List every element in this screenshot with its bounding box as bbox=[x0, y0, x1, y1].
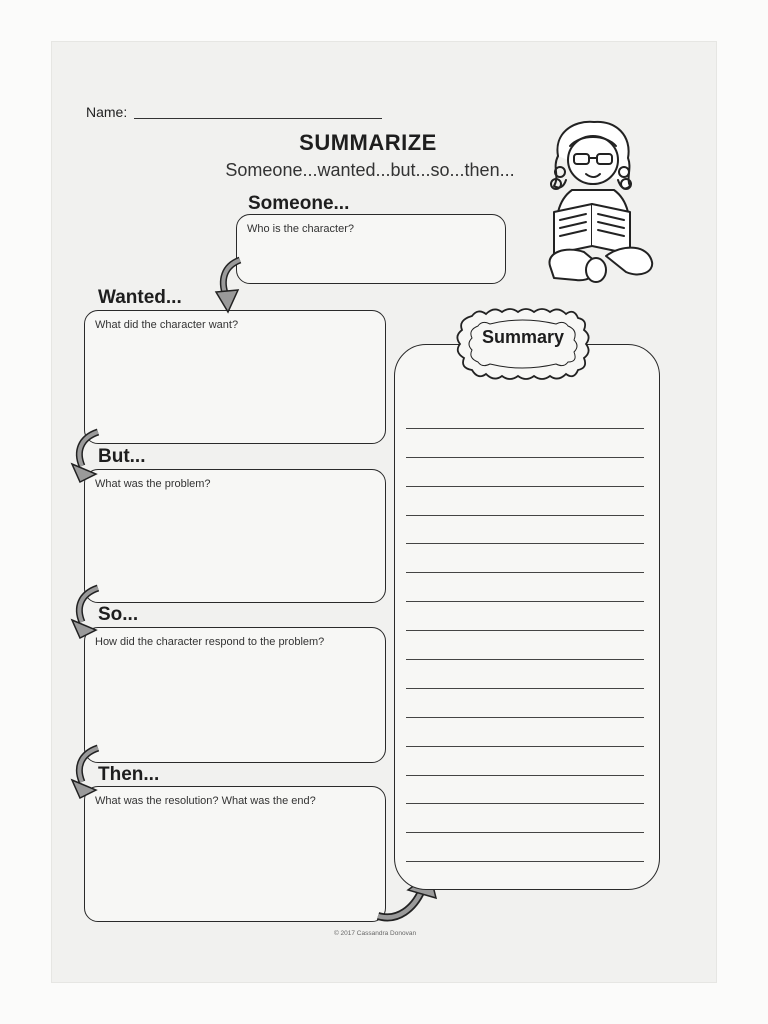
writing-line[interactable] bbox=[406, 689, 644, 718]
then-prompt: What was the resolution? What was the end? bbox=[95, 795, 316, 807]
but-answer-box[interactable] bbox=[84, 469, 386, 603]
writing-line[interactable] bbox=[406, 487, 644, 516]
name-field-line[interactable] bbox=[134, 118, 382, 119]
but-heading: But... bbox=[98, 446, 146, 467]
writing-line[interactable] bbox=[406, 400, 644, 429]
so-answer-box[interactable] bbox=[84, 627, 386, 763]
wanted-prompt: What did the character want? bbox=[95, 319, 239, 331]
writing-line[interactable] bbox=[406, 718, 644, 747]
writing-line[interactable] bbox=[406, 573, 644, 602]
wanted-answer-box[interactable] bbox=[84, 310, 386, 444]
summary-label: Summary bbox=[481, 327, 565, 347]
writing-line[interactable] bbox=[406, 660, 644, 689]
so-prompt: How did the character respond to the problem? bbox=[95, 636, 325, 648]
curved-arrow-icon bbox=[210, 256, 250, 316]
someone-heading: Someone... bbox=[248, 193, 350, 214]
curved-arrow-icon bbox=[70, 428, 104, 484]
writing-line[interactable] bbox=[406, 544, 644, 573]
page-title: SUMMARIZE bbox=[299, 130, 437, 155]
then-heading: Then... bbox=[98, 764, 160, 785]
then-answer-box[interactable] bbox=[84, 786, 386, 922]
page-subtitle: Someone...wanted...but...so...then... bbox=[225, 160, 515, 180]
writing-line[interactable] bbox=[406, 833, 644, 862]
reading-girl-illustration bbox=[536, 116, 660, 286]
name-label: Name: bbox=[86, 104, 128, 120]
someone-answer-box[interactable] bbox=[236, 214, 506, 284]
curved-arrow-icon bbox=[70, 584, 104, 640]
writing-line[interactable] bbox=[406, 602, 644, 631]
writing-line[interactable] bbox=[406, 776, 644, 805]
writing-line[interactable] bbox=[406, 747, 644, 776]
copyright-text: © 2017 Cassandra Donovan bbox=[333, 930, 417, 937]
so-heading: So... bbox=[98, 604, 139, 625]
writing-line[interactable] bbox=[406, 631, 644, 660]
writing-line[interactable] bbox=[406, 804, 644, 833]
summary-writing-lines[interactable] bbox=[406, 400, 644, 862]
writing-line[interactable] bbox=[406, 429, 644, 458]
wanted-heading: Wanted... bbox=[98, 287, 182, 308]
writing-line[interactable] bbox=[406, 516, 644, 545]
someone-prompt: Who is the character? bbox=[247, 223, 354, 235]
writing-line[interactable] bbox=[406, 458, 644, 487]
curved-arrow-icon bbox=[70, 744, 104, 800]
but-prompt: What was the problem? bbox=[95, 478, 211, 490]
